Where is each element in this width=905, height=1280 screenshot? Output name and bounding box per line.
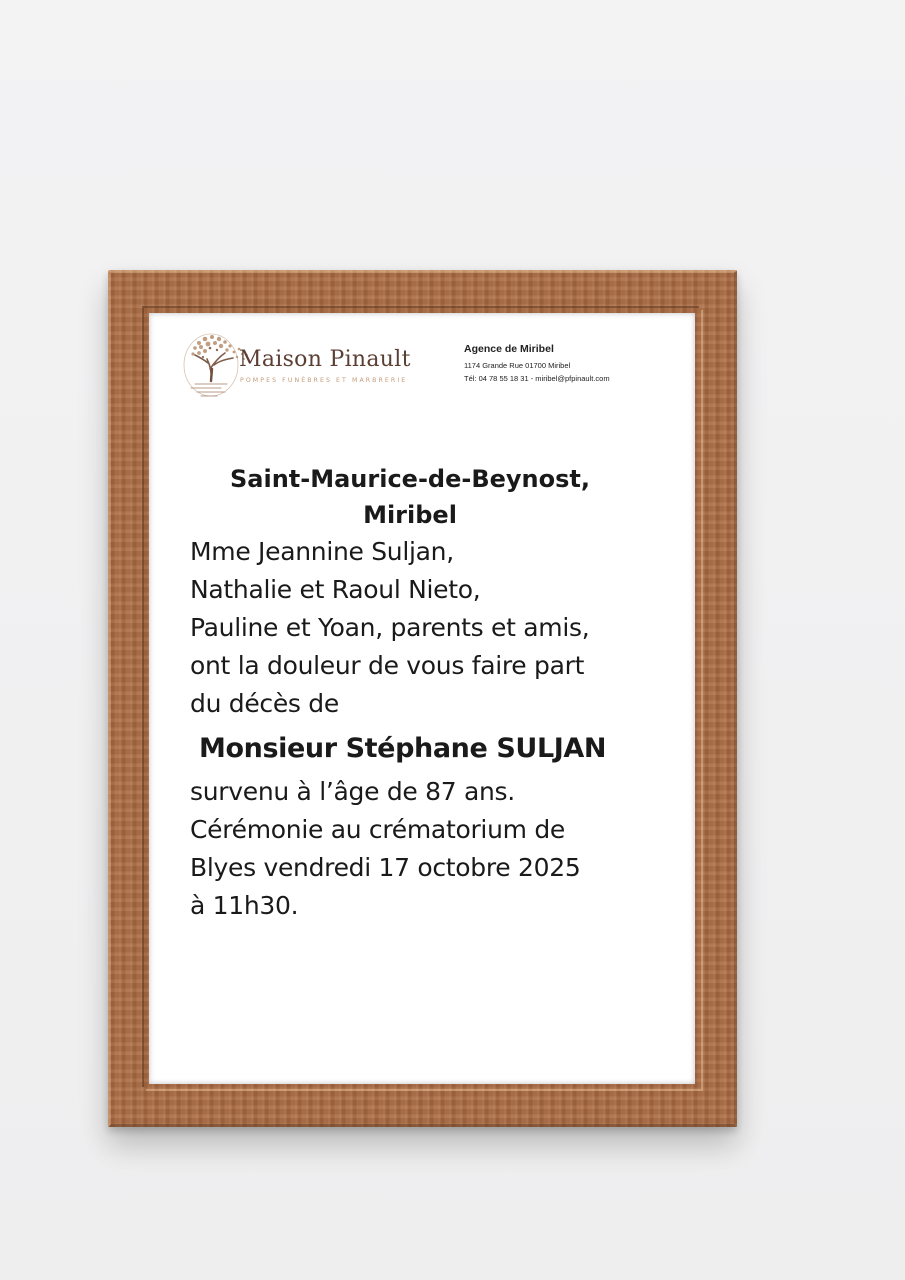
agency-title: Agence de Miribel	[464, 343, 554, 355]
detail-line: Blyes vendredi 17 octobre 2025	[190, 853, 581, 882]
letterhead	[181, 325, 661, 405]
family-line: Mme Jeannine Suljan,	[190, 537, 454, 566]
deceased-name: Monsieur Stéphane SULJAN	[199, 733, 607, 764]
detail-line: survenu à l’âge de 87 ans.	[190, 777, 515, 806]
agency-contact: Tél: 04 78 55 18 31 - miribel@pfpinault.com	[464, 374, 610, 383]
family-line: Pauline et Yoan, parents et amis,	[190, 613, 590, 642]
notice-paper	[149, 313, 695, 1084]
logo-name: Maison Pinault	[239, 347, 411, 372]
agency-info	[464, 343, 610, 385]
place-line-2: Miribel	[363, 501, 457, 529]
picture-frame	[108, 270, 737, 1127]
family-line: ont la douleur de vous faire part	[190, 651, 585, 680]
detail-line: à 11h30.	[190, 891, 299, 920]
logo-tagline: POMPES FUNÈBRES ET MARBRERIE	[240, 377, 408, 384]
agency-address: 1174 Grande Rue 01700 Miribel	[464, 361, 571, 370]
place-line-1: Saint-Maurice-de-Beynost,	[230, 465, 590, 493]
obituary-notice	[190, 461, 670, 925]
family-line: Nathalie et Raoul Nieto,	[190, 575, 481, 604]
family-line: du décès de	[190, 689, 339, 718]
detail-line: Cérémonie au crématorium de	[190, 815, 565, 844]
